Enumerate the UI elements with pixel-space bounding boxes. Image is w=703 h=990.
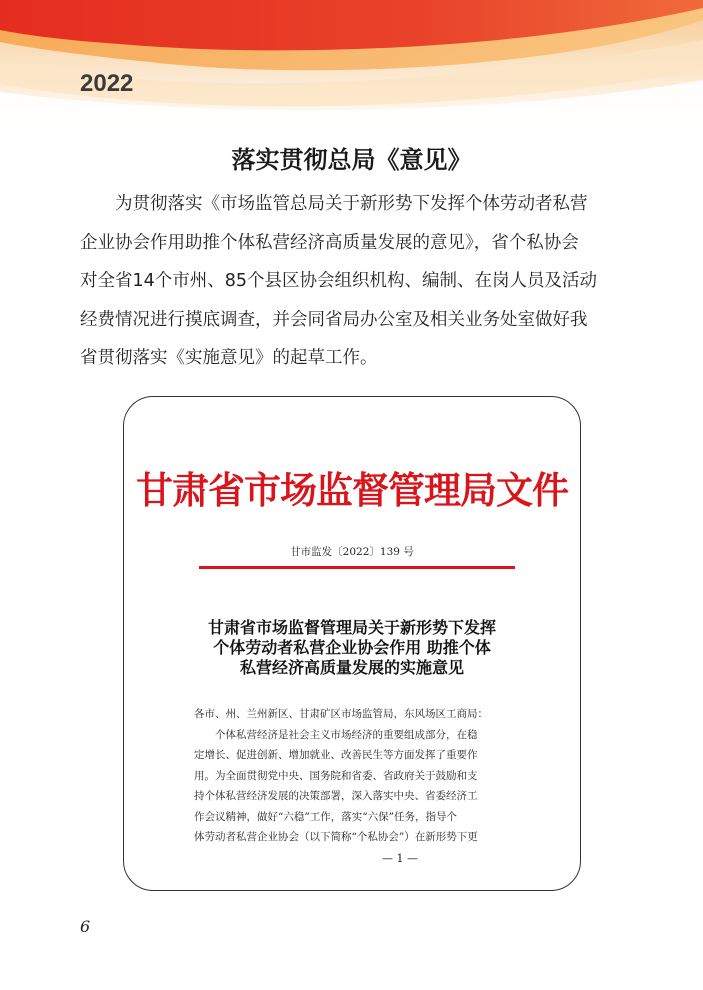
paragraph-line: 企业协会作用助推个体私营经济高质量发展的意见》，省个私协会 — [80, 232, 579, 253]
header-year: 2022 — [80, 70, 134, 97]
paragraph-line: 为贯彻落实《市场监管总局关于新形势下发挥个体劳动者私营 — [115, 194, 588, 214]
document-body-line: 定增长、促进创新、增加就业、改善民生等方面发挥了重要作 — [194, 749, 478, 761]
paragraph-line: 省贯彻落实《实施意见》的起草工作。 — [80, 348, 378, 368]
page-number: 6 — [80, 917, 91, 936]
document-body-line: 用。为全面贯彻党中央、国务院和省委、省政府关于鼓励和支 — [194, 769, 478, 782]
header-banner — [0, 0, 703, 130]
document-body-line: 持个体私营经济发展的决策部署，深入落实中央、省委经济工 — [194, 790, 478, 802]
document-body-line: 个体私营经济是社会主义市场经济的重要组成部分，在稳 — [215, 728, 478, 741]
paragraph-line: 对全省14个市州、85个县区协会组织机构、编制、在岗人员及活动 — [80, 271, 598, 291]
document-body-line: 各市、州、兰州新区、甘肃矿区市场监管局，东风场区工商局： — [194, 708, 488, 720]
document-body-line: 体劳动者私营企业协会（以下简称“个私协会”）在新形势下更 — [194, 831, 478, 843]
article-title: 落实贯彻总局《意见》 — [231, 145, 472, 174]
document-title — [124, 618, 580, 678]
document-title-line: 私营经济高质量发展的实施意见 — [239, 658, 464, 677]
red-divider — [199, 566, 515, 569]
paragraph-line: 经费情况进行摸底调查，并会同省局办公室及相关业务处室做好我 — [80, 309, 588, 330]
document-body — [194, 704, 524, 848]
document-number: 甘市监发〔2022〕139 号 — [290, 546, 414, 558]
document-title-line: 个体劳动者私营企业协会作用 助推个体 — [213, 638, 491, 657]
article-paragraph — [80, 185, 628, 378]
document-title-line: 甘肃省市场监督管理局关于新形势下发挥 — [207, 618, 496, 637]
document-body-line: 作会议精神，做好“六稳”工作，落实“六保”任务，指导个 — [194, 810, 457, 823]
document-header: 甘肃省市场监督管理局文件 — [136, 468, 568, 512]
document-image — [123, 396, 581, 891]
document-page-label: — 1 — — [382, 852, 418, 865]
